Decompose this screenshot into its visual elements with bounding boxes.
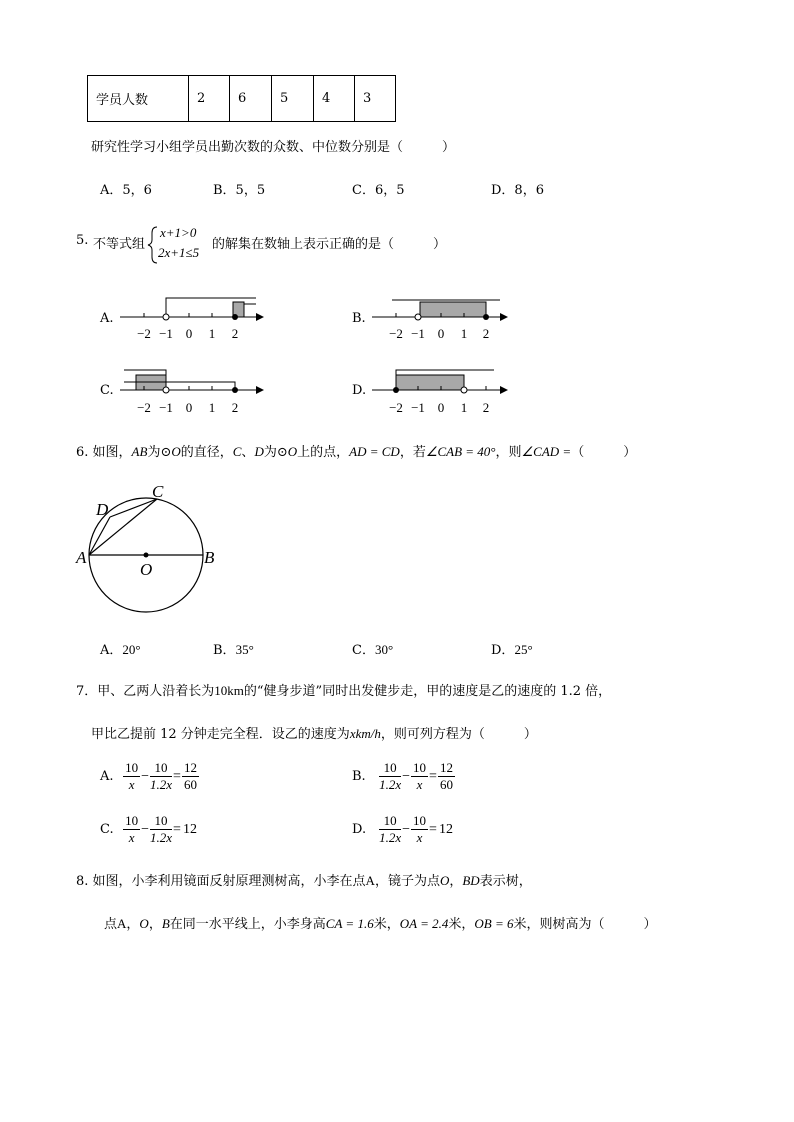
table-cell: 4 xyxy=(314,76,355,122)
circle-figure xyxy=(70,480,230,620)
inequality-1: x+1>0 xyxy=(160,225,197,240)
tick-label: 1 xyxy=(208,400,216,415)
tick-label: −1 xyxy=(159,326,173,341)
tick-label: 2 xyxy=(231,400,239,415)
tick-label: 1 xyxy=(460,326,468,341)
q5-option-d[interactable]: D. xyxy=(352,383,367,398)
tick-label: 2 xyxy=(231,326,239,341)
table-header-cell: 学员人数 xyxy=(88,76,189,122)
label-a: A xyxy=(76,548,87,567)
table-row xyxy=(88,76,396,122)
tick-label: −2 xyxy=(137,400,151,415)
tick-label: −1 xyxy=(159,400,173,415)
q4-option-c[interactable]: C．6，5 xyxy=(352,183,405,198)
q6-option-c[interactable]: C．30° xyxy=(352,642,394,658)
q7-option-a[interactable]: A. $\frac{10}{x}$ − $\frac{10}{1.2x}$ = $\frac{12}{60}$ xyxy=(100,760,197,792)
q5-prefix: 不等式组 xyxy=(93,237,146,252)
inequality-2: 2x+1≤5 xyxy=(158,245,200,260)
tick-label: 1 xyxy=(208,326,216,341)
number-line-b xyxy=(370,290,520,346)
tick-label: −2 xyxy=(389,326,403,341)
table-cell: 6 xyxy=(230,76,272,122)
attendance-table xyxy=(87,75,396,122)
q6-stem: 6. 如图，AB为⊙O的直径，C、D为⊙O上的点，AD = CD，若∠CAB = 40°，则∠CAD =（ ） xyxy=(76,444,637,460)
number-line-a xyxy=(118,290,268,346)
q7-line-1: 7．甲、乙两人沿着长为10km的“健身步道”同时出发健步走，甲的速度是乙的速度的 1.2 倍， xyxy=(76,683,612,699)
label-d: D xyxy=(96,500,109,519)
tick-label: 1 xyxy=(460,400,468,415)
tick-label: −1 xyxy=(411,400,425,415)
number-line-c xyxy=(118,362,268,418)
q7-option-b[interactable]: B. $\frac{10}{1.2x}$ − $\frac{10}{x}$ = $\frac{12}{60}$ xyxy=(352,760,453,792)
table-cell: 5 xyxy=(272,76,314,122)
tick-label: 0 xyxy=(185,326,193,341)
label-c: C xyxy=(152,482,164,501)
q6-option-a[interactable]: A．20° xyxy=(100,642,141,658)
q8-line-2: 点A，O，B在同一水平线上，小李身高CA = 1.6米，OA = 2.4米，OB = 6米，则树高为（ ） xyxy=(104,916,657,932)
tick-label: −1 xyxy=(411,326,425,341)
q6-option-b[interactable]: B．35° xyxy=(213,642,254,658)
tick-label: 2 xyxy=(482,400,490,415)
tick-label: 0 xyxy=(185,400,193,415)
q7-option-c[interactable]: C. $\frac{10}{x}$ − $\frac{10}{1.2x}$ = 12 xyxy=(100,813,197,845)
label-b: B xyxy=(204,548,215,567)
tick-label: 0 xyxy=(437,326,445,341)
q5-option-b[interactable]: B. xyxy=(352,311,366,326)
q5-option-c[interactable]: C. xyxy=(100,383,114,398)
table-cell: 2 xyxy=(189,76,230,122)
tick-label: 2 xyxy=(482,326,490,341)
tick-label: −2 xyxy=(389,400,403,415)
q5-suffix: 的解集在数轴上表示正确的是（ ） xyxy=(212,237,447,252)
number-line-d xyxy=(370,362,520,418)
q4-stem: 研究性学习小组学员出勤次数的众数、中位数分别是（ ） xyxy=(91,140,456,155)
q4-option-a[interactable]: A．5，6 xyxy=(100,183,152,198)
q4-option-b[interactable]: B．5，5 xyxy=(213,183,266,198)
q4-option-d[interactable]: D．8，6 xyxy=(491,183,544,198)
tick-label: −2 xyxy=(137,326,151,341)
table-cell: 3 xyxy=(355,76,396,122)
q8-line-1: 8. 如图，小李利用镜面反射原理测树高，小李在点A，镜子为点O，BD表示树， xyxy=(76,873,532,889)
q6-option-d[interactable]: D．25° xyxy=(491,642,533,658)
q7-line-2: 甲比乙提前 12 分钟走完全程．设乙的速度为xkm/h，则可列方程为（ ） xyxy=(91,726,537,742)
q5-number: 5. xyxy=(76,233,89,248)
q7-option-d[interactable]: D. $\frac{10}{1.2x}$ − $\frac{10}{x}$ = 12 xyxy=(352,813,453,845)
label-o: O xyxy=(140,560,153,579)
q5-option-a[interactable]: A. xyxy=(100,311,114,326)
tick-label: 0 xyxy=(437,400,445,415)
